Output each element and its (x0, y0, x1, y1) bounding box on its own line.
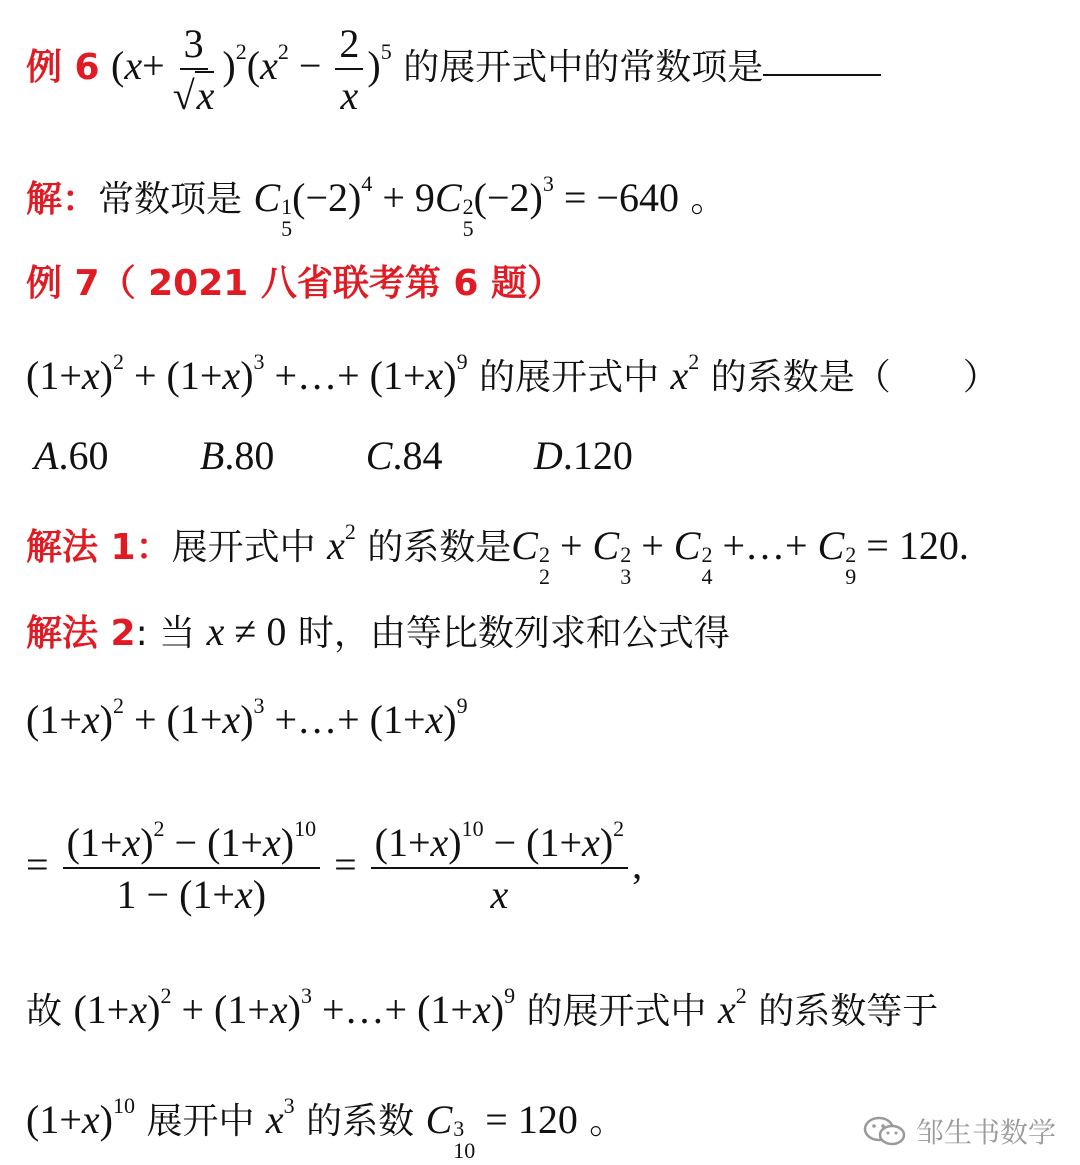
conclusion-term2: $x^3$ (265, 1093, 295, 1142)
answer-blank (763, 74, 881, 76)
conclusion-end: 。 (589, 1101, 626, 1142)
question-7-term: $x^2$ (670, 349, 700, 398)
method-2-colon: : (135, 613, 148, 654)
conclusion-result-expression: C 3 10 = 120 (425, 1097, 578, 1164)
fraction-line (26, 800, 642, 932)
conclusion-power: $(1+x)^{10}$ (26, 1093, 135, 1142)
example-6-label: 例 6 (26, 47, 100, 89)
conclusion-start: 故 (26, 991, 63, 1032)
conclusion-mid2: 展开中 (146, 1101, 255, 1142)
wechat-icon (862, 1115, 908, 1147)
solution-6-end: 。 (690, 179, 727, 220)
method-1-result: = 120. (866, 523, 969, 568)
method-2-condition: x ≠ 0 (206, 609, 287, 654)
example-6-expression: (x+ $\frac{3}{√x}$ )$^2(x^2$ − $\frac{2}{x}$ )$^5$ (111, 21, 392, 118)
sum-expression: $(1+x)^2 + (1+x)^3$ +…+ $(1+x)^9$ (26, 693, 468, 742)
fraction-expression: = $\frac{(1+x)^2 - (1+x)^{10}}{1 - (1+x)}$ = $\frac{(1+x)^{10} - (1+x)^2}{x}$ , (26, 816, 643, 917)
sum-line (26, 694, 468, 748)
solution-6-text: 常数项是 (98, 179, 243, 220)
choice-b[interactable]: B.80 (199, 433, 275, 478)
example-7-line (26, 262, 563, 306)
conclusion-tail2: 的系数 (306, 1101, 415, 1142)
solution-6-expression: C 1 5 $(-2)^4 + 9C$ 2 5 $(-2)^3 = -640$ (253, 171, 679, 242)
conclusion-mid: 的展开式中 (526, 991, 707, 1032)
example-6-question: 的展开式中的常数项是 (403, 47, 764, 89)
method-1-term: $x^2$ (327, 519, 356, 568)
solution-6-result: = −640 (563, 175, 679, 220)
conclusion-term: $x^2$ (718, 983, 747, 1032)
method-1-label: 解法 1： (26, 527, 172, 568)
solution-6-label: 解： (26, 179, 99, 220)
conclusion-line-1 (26, 984, 938, 1038)
choice-c[interactable]: C.84 (365, 433, 443, 478)
conclusion-result: = 120 (485, 1097, 578, 1142)
method-2-text: 当 (159, 613, 196, 654)
method-1-text: 展开式中 (171, 527, 316, 568)
example-6-line (26, 22, 881, 118)
conclusion-sum: $(1+x)^2 + (1+x)^3$ +…+ $(1+x)^9$ (73, 983, 516, 1032)
question-7-mid: 的展开式中 (479, 357, 660, 398)
conclusion-tail: 的系数等于 (758, 991, 939, 1032)
method-2-line (26, 606, 730, 660)
choices-line (34, 434, 713, 480)
choice-a[interactable]: A.60 (34, 433, 109, 478)
method-1-line (26, 520, 969, 588)
solution-6-line (26, 172, 726, 240)
method-2-text2: 时，由等比数列求和公式得 (297, 613, 730, 654)
question-7-line (26, 350, 999, 404)
method-1-expression: C 2 2 + C 2 3 + C 2 4 +…+ C 2 9 = 120. (511, 523, 969, 590)
question-7-sum: $(1+x)^2 + (1+x)^3$ +…+ $(1+x)^9$ (26, 349, 468, 398)
watermark (862, 1111, 1056, 1151)
watermark-text: 邹生书数学 (915, 1116, 1056, 1149)
conclusion-line-2 (26, 1094, 625, 1162)
choice-d[interactable]: D.120 (533, 433, 633, 478)
method-1-text2: 的系数是 (367, 527, 512, 568)
question-7-tail: 的系数是（ ） (710, 357, 999, 398)
example-7-label: 例 7（ 2021 八省联考第 6 题） (26, 263, 563, 304)
method-2-label: 解法 2 (26, 613, 136, 654)
